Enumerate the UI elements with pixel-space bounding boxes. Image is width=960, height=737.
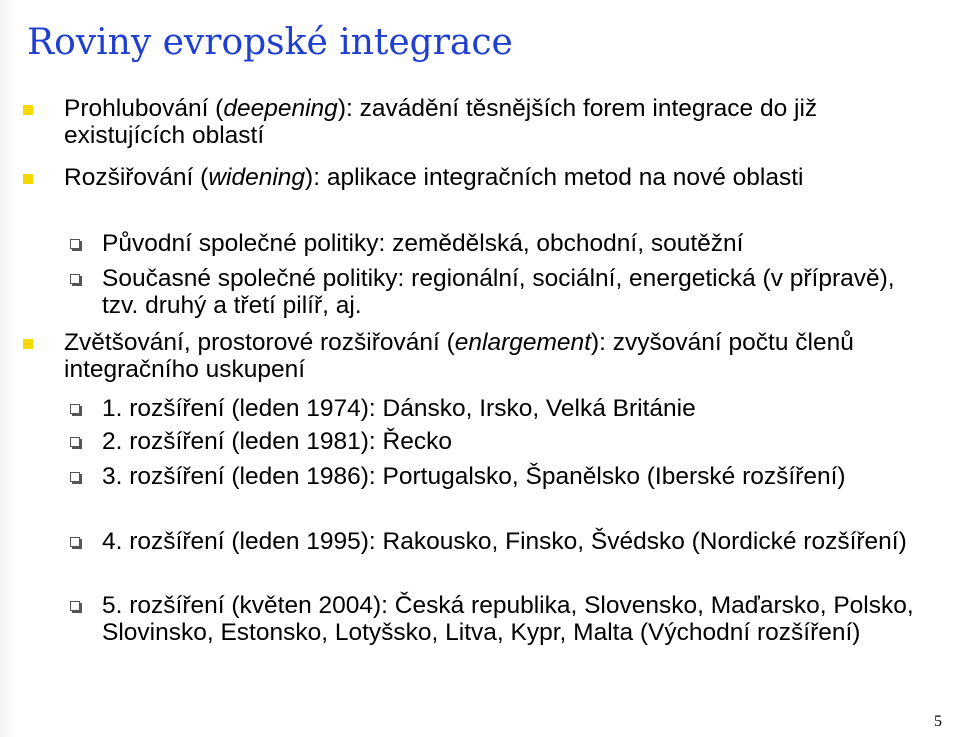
list-item xyxy=(102,395,932,422)
page-number: 5 xyxy=(934,713,942,730)
list-item-text: Rozšiřování (widening): aplikace integračních metod na nové oblasti xyxy=(64,164,804,191)
list-item xyxy=(102,528,932,555)
list-item-text: 5. rozšíření (květen 2004): Česká republika, Slovensko, Maďarsko, Polsko, Slovinsko, Estonsko, Lotyšsko, Litva, Kypr, Malta (Východní rozšíření) xyxy=(102,592,914,646)
left-decorative-bar xyxy=(0,0,15,737)
list-item-text: Původní společné politiky: zemědělská, obchodní, soutěžní xyxy=(102,230,744,257)
checkbox-bullet-icon xyxy=(70,601,80,611)
slide-title: Roviny evropské integrace xyxy=(27,22,513,63)
square-bullet-icon xyxy=(23,339,33,349)
checkbox-bullet-icon xyxy=(70,239,80,249)
checkbox-bullet-icon xyxy=(70,437,80,447)
list-item xyxy=(102,463,932,490)
list-item-text: Současné společné politiky: regionální, sociální, energetická (v přípravě), tzv. druhý a třetí pilíř, aj. xyxy=(102,265,895,319)
list-item-text: Prohlubování (deepening): zavádění těsnějších forem integrace do již existujících oblastí xyxy=(64,95,818,149)
checkbox-bullet-icon xyxy=(70,274,80,284)
list-item xyxy=(102,265,932,319)
list-item-text: 4. rozšíření (leden 1995): Rakousko, Finsko, Švédsko (Nordické rozšíření) xyxy=(102,528,907,555)
list-item-text: 1. rozšíření (leden 1974): Dánsko, Irsko, Velká Británie xyxy=(102,395,696,422)
checkbox-bullet-icon xyxy=(70,404,80,414)
list-item-text: 2. rozšíření (leden 1981): Řecko xyxy=(102,428,452,455)
list-item xyxy=(64,164,944,191)
list-item xyxy=(102,428,932,455)
square-bullet-icon xyxy=(23,105,33,115)
list-item xyxy=(64,95,944,149)
square-bullet-icon xyxy=(23,174,33,184)
checkbox-bullet-icon xyxy=(70,537,80,547)
list-item xyxy=(102,230,932,257)
list-item xyxy=(64,329,944,383)
checkbox-bullet-icon xyxy=(70,472,80,482)
list-item-text: Zvětšování, prostorové rozšiřování (enlargement): zvyšování počtu členů integračního uskupení xyxy=(64,329,854,383)
list-item xyxy=(102,592,932,646)
list-item-text: 3. rozšíření (leden 1986): Portugalsko, Španělsko (Iberské rozšíření) xyxy=(102,463,846,490)
